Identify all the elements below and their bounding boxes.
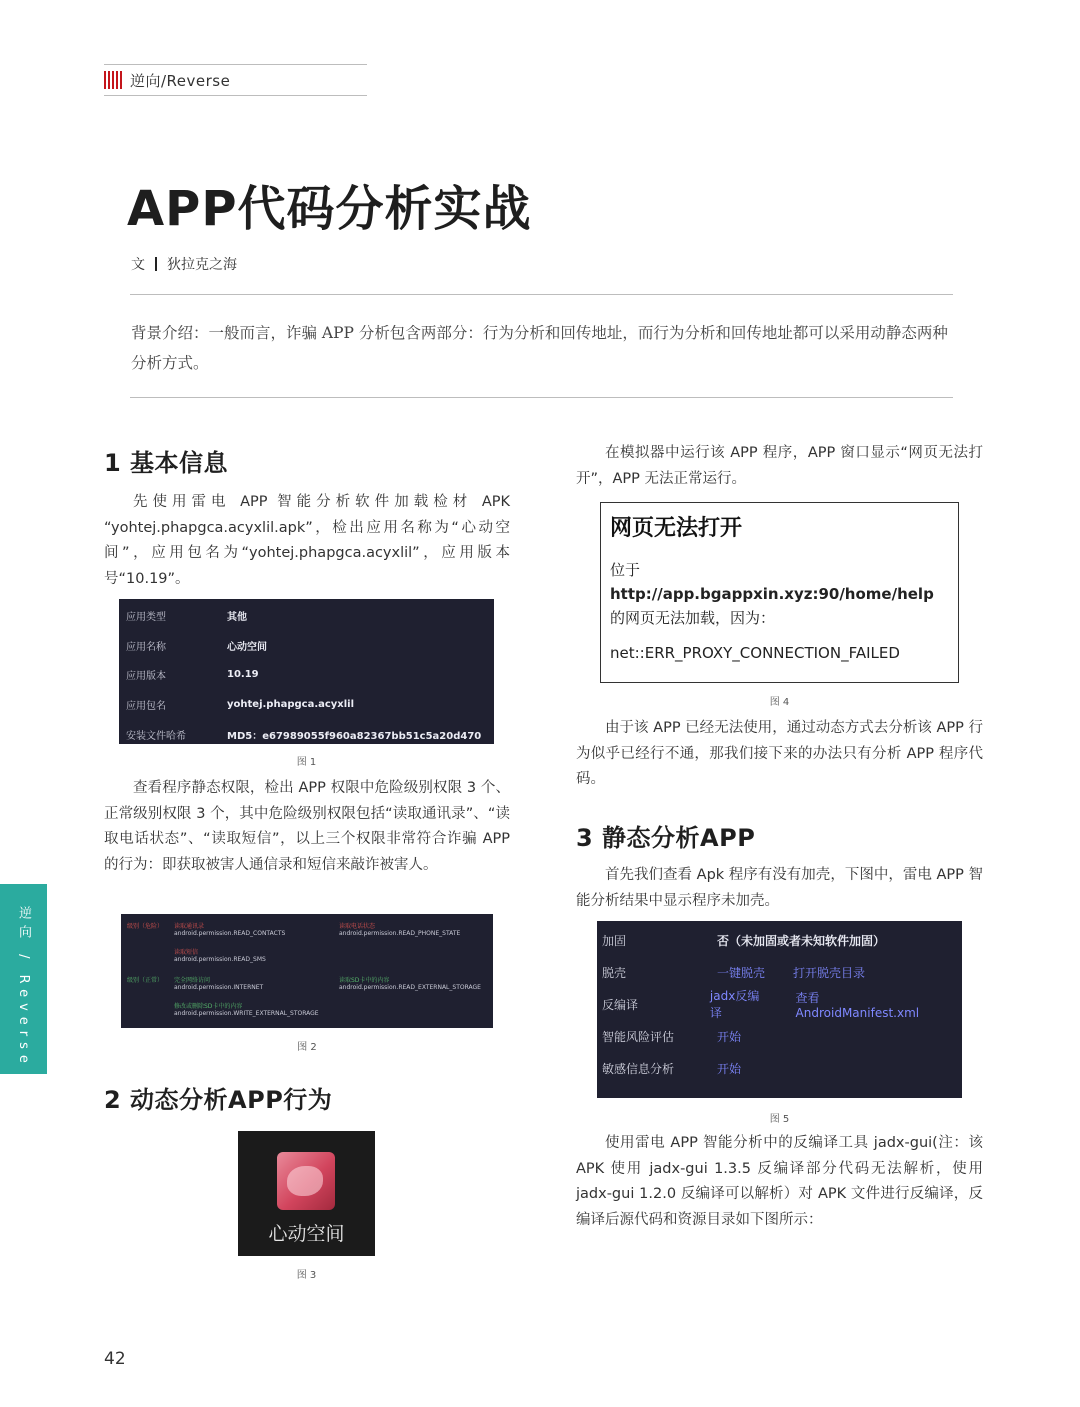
table-row (119, 660, 494, 690)
row-key: 应用版本 (126, 671, 166, 683)
figure-5-caption: 图 5 (769, 1114, 790, 1125)
figure-2-permissions (121, 914, 493, 1028)
byline-prefix: 文 (131, 257, 145, 273)
side-section-tab (0, 884, 47, 1074)
permission-name: 修改或删除SD卡中的内容 (174, 1003, 243, 1010)
jadx-decompile-link: jadx反编译 (709, 989, 760, 1020)
table-row (597, 956, 962, 988)
side-tab-label: 逆向 / Reverse (16, 906, 31, 1069)
table-row (597, 1052, 962, 1084)
row-key: 应用类型 (126, 612, 166, 624)
normal-level-label: 级别（正常） (127, 977, 164, 984)
section-1-paragraph-2: 查看程序静态权限，检出 APP 权限中危险级别权限 3 个、正常级别权限 3 个，其中危险级别权限包括“读取通讯录”、“读取电话状态”、“读取短信”，以上三个权限非常符合诈骗 APP 的行为：即获取被害人通信录和短信来敲诈被害人。 (104, 780, 510, 873)
permission-id: android.permission.READ_EXTERNAL_STORAGE (339, 984, 481, 991)
permission-name: 读取SD卡中的内容 (339, 977, 390, 984)
danger-level-label: 级别（危险） (127, 923, 164, 930)
section-logo-mark (104, 71, 124, 89)
table-row (597, 1020, 962, 1052)
byline (131, 254, 237, 274)
permission-id: android.permission.WRITE_EXTERNAL_STORAGE (174, 1010, 319, 1017)
section-1-paragraph-1: 先使用雷电 APP 智能分析软件加载检材 APK “yohtej.phapgca.acyxlil.apk”，检出应用名称为“心动空间”，应用包名为“yohtej.phapgca.acyxlil”，应用版本号“10.19”。 (104, 494, 510, 587)
row-value: 其他 (227, 612, 247, 624)
section-2-paragraph-1: 在模拟器中运行该 APP 程序，APP 窗口显示“网页无法打开”，APP 无法正常运行。 (576, 445, 983, 487)
byline-separator (155, 257, 157, 271)
article-title: APP代码分析实战 (127, 181, 532, 237)
section-2-paragraph-2: 由于该 APP 已经无法使用，通过动态方式去分析该 APP 行为似乎已经行不通，那我们接下来的办法只有分析 APP 程序代码。 (576, 720, 983, 787)
row-key: 脱壳 (602, 965, 627, 980)
figure-3-caption: 图 3 (296, 1270, 317, 1281)
divider-bottom (130, 397, 953, 398)
error-code: net::ERR_PROXY_CONNECTION_FAILED (610, 644, 900, 662)
table-row (119, 719, 494, 749)
table-row (119, 631, 494, 661)
page-number: 42 (104, 1349, 126, 1369)
permission-id: android.permission.READ_SMS (174, 956, 266, 963)
table-row (597, 988, 962, 1020)
row-key: 加固 (602, 933, 627, 948)
row-key: 安装文件哈希 (126, 730, 186, 742)
row-value: 心动空间 (227, 641, 267, 653)
table-row (597, 924, 962, 956)
row-value: yohtej.phapgca.acyxlil (227, 699, 355, 711)
figure-1-app-info-table (119, 599, 494, 744)
view-manifest-link: 查看AndroidManifest.xml (795, 990, 920, 1020)
heading-section-1: 1 基本信息 (104, 449, 229, 477)
heading-section-2: 2 动态分析APP行为 (104, 1086, 333, 1114)
figure-1-caption: 图 1 (296, 757, 317, 768)
permission-name: 读取通讯录 (174, 923, 205, 930)
permission-name: 读取短信 (174, 949, 199, 956)
start-link: 开始 (717, 1029, 742, 1044)
figure-2-caption: 图 2 (297, 1042, 317, 1053)
open-unpack-dir-link: 打开脱壳目录 (793, 965, 866, 980)
heading-section-3: 3 静态分析APP (576, 824, 756, 852)
row-value: 10.19 (227, 669, 259, 681)
section-label: 逆向/Reverse (130, 71, 231, 90)
author-name: 狄拉克之海 (167, 257, 237, 273)
error-body-suffix: 的网页无法加载，因为： (610, 609, 776, 627)
row-key: 智能风险评估 (602, 1029, 675, 1044)
row-value: 否（未加固或者未知软件加固） (717, 933, 886, 948)
permission-id: android.permission.READ_CONTACTS (174, 930, 286, 937)
divider-top (130, 294, 953, 295)
app-icon-label: 心动空间 (268, 1223, 345, 1245)
permission-id: android.permission.INTERNET (174, 984, 264, 991)
start-link: 开始 (717, 1061, 742, 1076)
table-row (119, 690, 494, 720)
permission-id: android.permission.READ_PHONE_STATE (339, 930, 461, 937)
table-row (119, 601, 494, 631)
unpack-link: 一键脱壳 (717, 965, 766, 980)
row-value: MD5：e67989055f960a82367bb51c5a20d470 (227, 730, 482, 742)
row-key: 应用名称 (126, 641, 166, 653)
row-key: 反编译 (602, 997, 639, 1012)
section-3-paragraph-1: 首先我们查看 Apk 程序有没有加壳，下图中，雷电 APP 智能分析结果中显示程序未加壳。 (576, 867, 983, 909)
figure-5-analysis-panel (597, 921, 962, 1098)
error-title: 网页无法打开 (610, 516, 743, 541)
section-3-paragraph-2: 使用雷电 APP 智能分析中的反编译工具 jadx-gui(注：该 APK 使用 jadx-gui 1.3.5 反编译部分代码无法解析，使用 jadx-gui 1.2.0 反编译可以解析）对 APK 文件进行反编译，反编译后源代码和资源目录如下图所示： (576, 1135, 983, 1228)
figure-3-app-icon (238, 1131, 375, 1256)
error-url: http://app.bgappxin.xyz:90/home/help (610, 585, 934, 603)
row-key: 应用包名 (126, 701, 166, 713)
figure-4-error-page (600, 502, 959, 683)
permission-name: 读取电话状态 (339, 923, 376, 930)
section-header (104, 64, 367, 96)
row-key: 敏感信息分析 (602, 1061, 675, 1076)
intro-paragraph: 背景介绍：一般而言，诈骗 APP 分析包含两部分：行为分析和回传地址，而行为分析和回传地址都可以采用动静态两种分析方式。 (131, 324, 948, 372)
error-message (610, 558, 949, 630)
figure-4-caption: 图 4 (769, 697, 790, 708)
error-body-prefix: 位于 (610, 561, 641, 579)
permission-name: 完全网络访问 (174, 977, 211, 984)
app-icon (277, 1152, 335, 1210)
